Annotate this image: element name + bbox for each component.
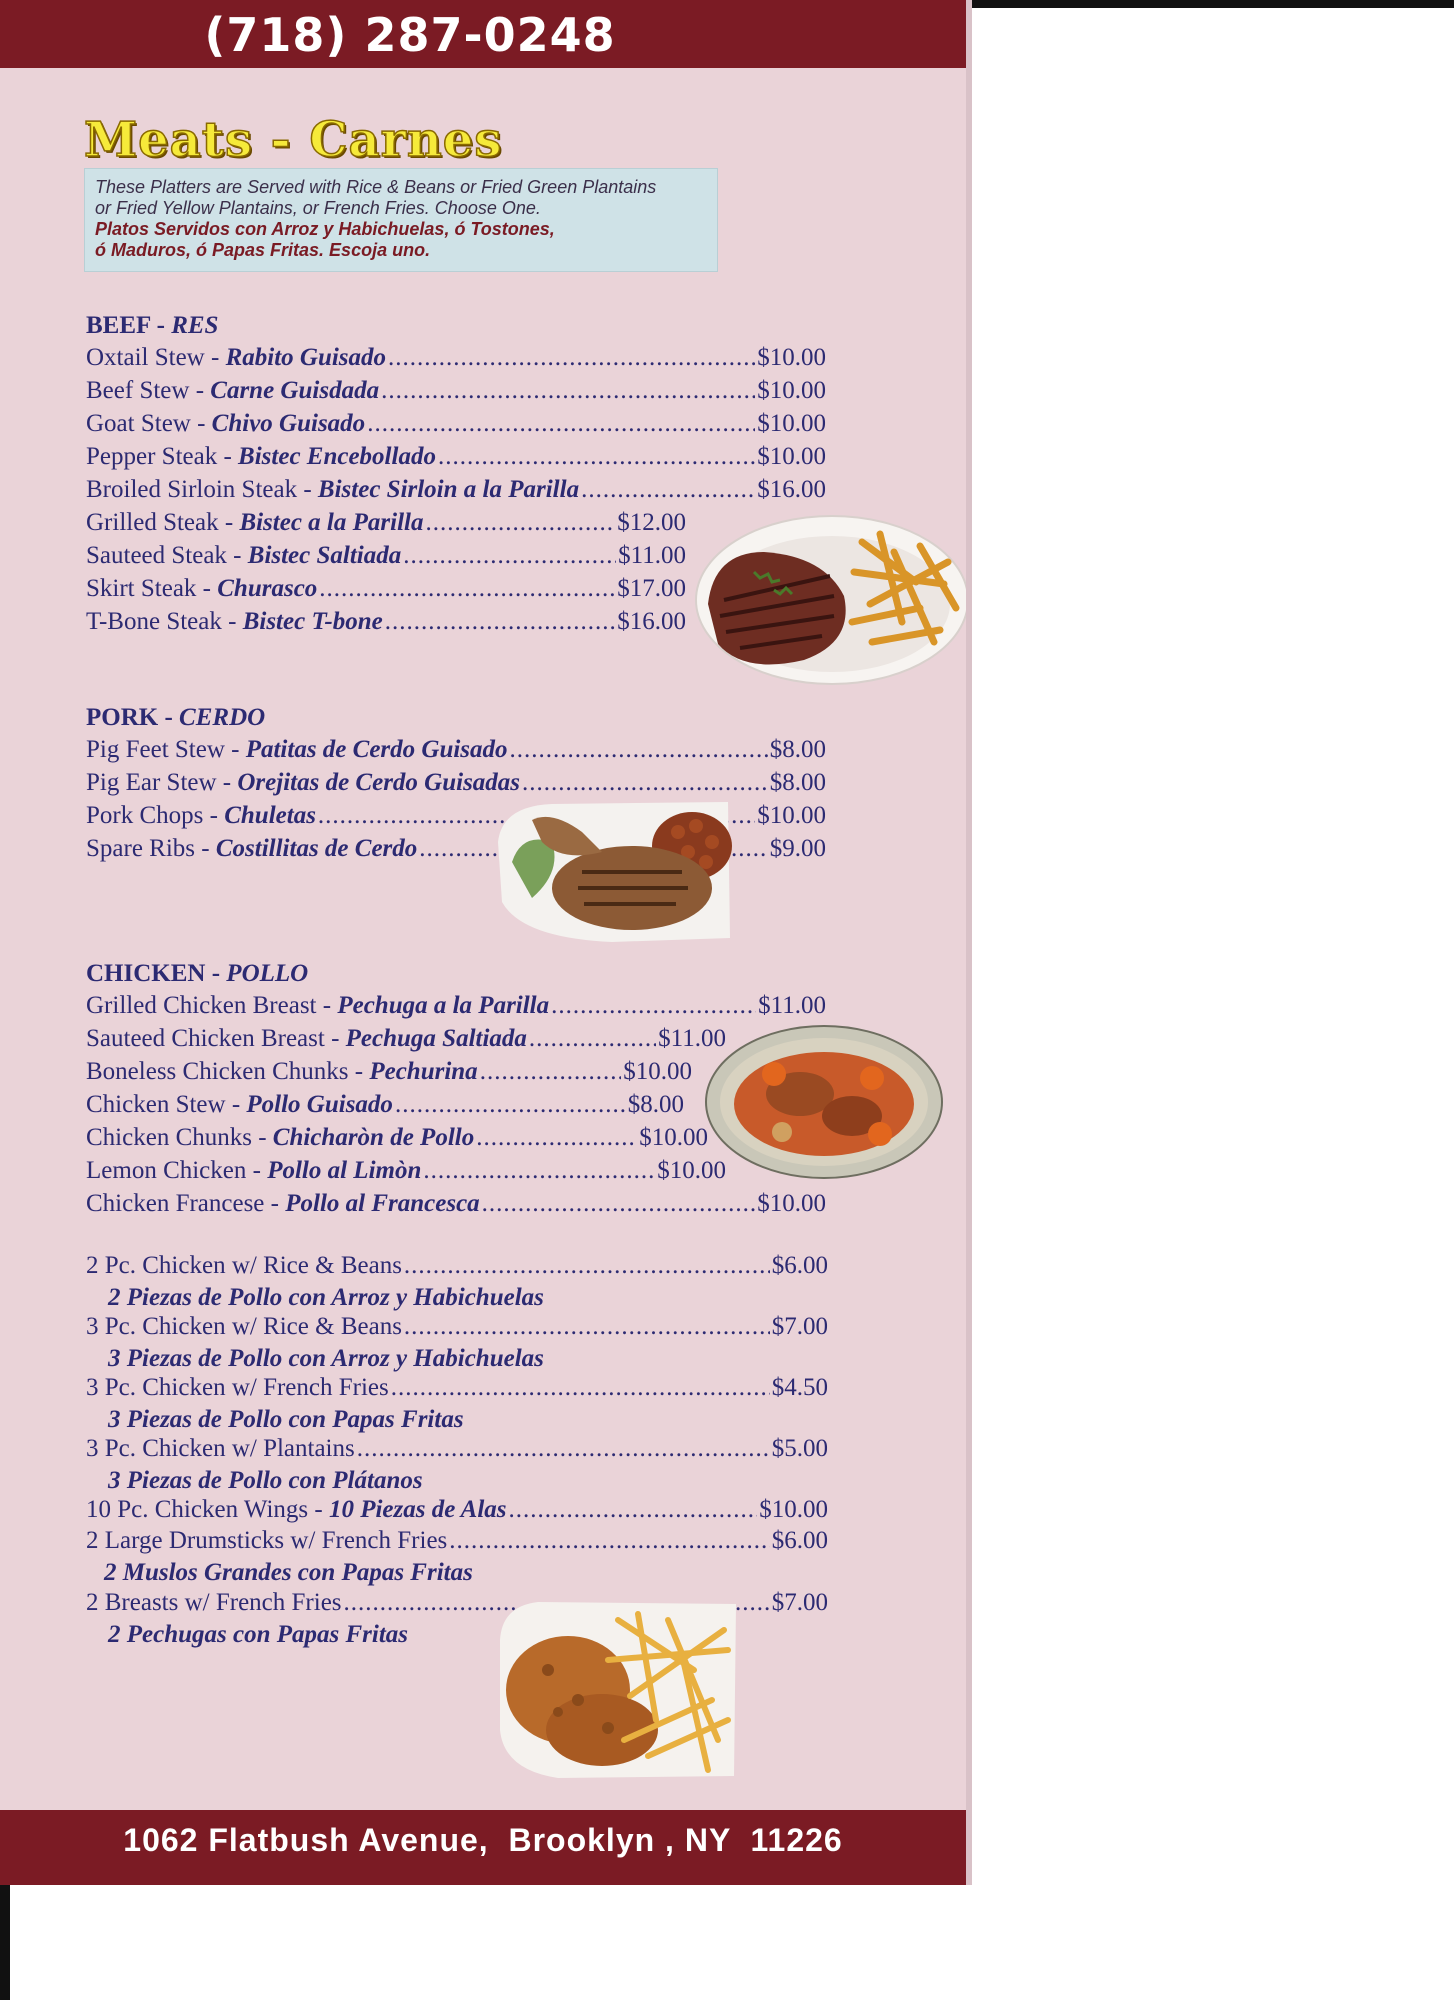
item-name-es: Carne Guisdada	[210, 377, 380, 404]
pork-chops-photo	[492, 802, 736, 942]
item-price: $10.00	[757, 377, 826, 404]
menu-item	[86, 769, 826, 801]
menu-item	[86, 410, 826, 442]
item-name-es: Costillitas de Cerdo	[215, 835, 418, 862]
item-name-es: Bistec Encebollado	[238, 443, 436, 470]
item-name-es: Chicharòn de Pollo	[272, 1124, 475, 1151]
item-name-en: T-Bone Steak -	[86, 608, 243, 635]
item-name-en: Sauteed Steak -	[86, 542, 248, 569]
fried-chicken-photo	[498, 1600, 738, 1780]
menu-item	[86, 575, 686, 607]
item-name-en: 2 Breasts w/ French Fries	[86, 1589, 342, 1616]
item-name-es: Bistec T-bone	[242, 608, 383, 635]
note-en-line-2: or Fried Yellow Plantains, or French Fries. Choose One.	[95, 198, 541, 218]
item-name-en: Grilled Steak -	[86, 509, 240, 536]
item-name-en: Pig Feet Stew -	[86, 736, 246, 763]
item-name-en: 3 Pc. Chicken w/ Rice & Beans	[86, 1313, 402, 1340]
item-price: $11.00	[618, 542, 686, 569]
category-pork: PORK - CERDO	[86, 704, 266, 731]
item-name-en: Boneless Chicken Chunks -	[86, 1058, 370, 1085]
note-en-line-1: These Platters are Served with Rice & Beans or Fried Green Plantains	[95, 177, 657, 197]
item-name-en: Broiled Sirloin Steak -	[86, 476, 318, 503]
item-subtitle-es: 2 Muslos Grandes con Papas Fritas	[104, 1559, 473, 1586]
category-pork-en: PORK	[86, 704, 159, 731]
menu-item	[86, 992, 826, 1024]
item-name-en: 3 Pc. Chicken w/ Plantains	[86, 1435, 355, 1462]
item-subtitle-es: 3 Piezas de Pollo con Plátanos	[108, 1467, 423, 1494]
item-name-es: Churasco	[217, 575, 318, 602]
chicken-stew-photo	[704, 1024, 944, 1180]
item-name-es: Orejitas de Cerdo Guisadas	[237, 769, 521, 796]
menu-item	[86, 476, 826, 508]
section-title: Meats - Carnes	[84, 112, 503, 168]
item-price: $5.00	[771, 1435, 828, 1462]
menu-item	[86, 1025, 726, 1057]
item-name-en: Pepper Steak -	[86, 443, 239, 470]
item-name-en: 3 Pc. Chicken w/ French Fries	[86, 1374, 389, 1401]
item-name-es: Pollo al Francesca	[285, 1190, 480, 1217]
item-price: $10.00	[757, 344, 826, 371]
item-name-es: Bistec Saltiada	[247, 542, 402, 569]
item-name-en: Oxtail Stew -	[86, 344, 226, 371]
item-name-es: Chivo Guisado	[211, 410, 366, 437]
category-chicken: CHICKEN - POLLO	[86, 960, 309, 987]
item-name-en: Skirt Steak -	[86, 575, 218, 602]
item-name-en: 10 Pc. Chicken Wings -	[86, 1496, 329, 1523]
item-price: $8.00	[627, 1091, 684, 1118]
item-name-en: Lemon Chicken -	[86, 1157, 268, 1184]
menu-item	[86, 1124, 708, 1156]
item-subtitle-es: 2 Pechugas con Papas Fritas	[108, 1621, 409, 1648]
item-name-en: Pig Ear Stew -	[86, 769, 238, 796]
menu-item	[86, 1527, 828, 1559]
item-name-es: Bistec Sirloin a la Parilla	[317, 476, 580, 503]
category-beef-en: BEEF	[86, 312, 151, 339]
item-subtitle-es: 3 Piezas de Pollo con Papas Fritas	[108, 1406, 464, 1433]
item-name-en: Chicken Francese -	[86, 1190, 286, 1217]
menu-item	[86, 608, 686, 640]
note-es-line-2: ó Maduros, ó Papas Fritas. Escoja uno.	[95, 240, 431, 260]
item-name-en: Beef Stew -	[86, 377, 211, 404]
address: 1062 Flatbush Avenue, Brooklyn , NY 11226	[123, 1822, 843, 1858]
menu-item	[86, 1374, 828, 1406]
category-pork-es: CERDO	[179, 704, 266, 731]
item-name-es: Rabito Guisado	[225, 344, 387, 371]
item-name-es: Pechuga Saltiada	[345, 1025, 527, 1052]
item-name-es: Chuletas	[224, 802, 316, 829]
menu-item	[86, 1058, 692, 1090]
item-price: $6.00	[771, 1527, 828, 1554]
item-price: $12.00	[617, 509, 686, 536]
item-name-es: Pechuga a la Parilla	[337, 992, 550, 1019]
menu-item	[86, 1252, 828, 1284]
item-price: $8.00	[769, 736, 826, 763]
item-price: $10.00	[757, 443, 826, 470]
item-price: $16.00	[757, 476, 826, 503]
item-price: $10.00	[657, 1157, 726, 1184]
item-price: $11.00	[758, 992, 826, 1019]
item-price: $10.00	[757, 1190, 826, 1217]
item-name-en: Sauteed Chicken Breast -	[86, 1025, 346, 1052]
category-chicken-es: POLLO	[226, 960, 309, 987]
item-subtitle-es: 3 Piezas de Pollo con Arroz y Habichuelas	[108, 1345, 544, 1372]
item-name-en: 2 Large Drumsticks w/ French Fries	[86, 1527, 448, 1554]
item-price: $17.00	[617, 575, 686, 602]
steak-fries-photo	[694, 512, 970, 688]
category-chicken-en: CHICKEN	[86, 960, 206, 987]
menu-item	[86, 542, 686, 574]
item-price: $4.50	[771, 1374, 828, 1401]
note-es-line-1: Platos Servidos con Arroz y Habichuelas, ó Tostones,	[95, 219, 555, 239]
menu-item	[86, 736, 826, 768]
item-name-en: 2 Pc. Chicken w/ Rice & Beans	[86, 1252, 402, 1279]
item-name-en: Goat Stew -	[86, 410, 212, 437]
item-price: $10.00	[757, 410, 826, 437]
item-price: $7.00	[771, 1589, 828, 1616]
item-name-en: Pork Chops -	[86, 802, 225, 829]
item-price: $10.00	[623, 1058, 692, 1085]
item-subtitle-es: 2 Piezas de Pollo con Arroz y Habichuelas	[108, 1284, 544, 1311]
category-beef-es: RES	[171, 312, 219, 339]
phone-number: (718) 287-0248	[204, 8, 616, 62]
item-price: $10.00	[639, 1124, 708, 1151]
item-name-es: Pechurina	[369, 1058, 478, 1085]
item-price: $9.00	[769, 835, 826, 862]
item-price: $6.00	[771, 1252, 828, 1279]
item-name-es: 10 Piezas de Alas	[328, 1496, 507, 1523]
item-name-es: Pollo al Limòn	[267, 1157, 422, 1184]
item-price: $7.00	[771, 1313, 828, 1340]
item-name-en: Spare Ribs -	[86, 835, 216, 862]
menu-item	[86, 1157, 726, 1189]
category-beef: BEEF - RES	[86, 312, 219, 339]
item-price: $10.00	[757, 802, 826, 829]
menu-item	[86, 1435, 828, 1467]
item-name-es: Bistec a la Parilla	[239, 509, 424, 536]
menu-item	[86, 344, 826, 376]
menu-item	[86, 1496, 828, 1528]
item-name-en: Chicken Stew -	[86, 1091, 247, 1118]
item-price: $11.00	[658, 1025, 726, 1052]
menu-item	[86, 509, 686, 541]
item-name-es: Patitas de Cerdo Guisado	[245, 736, 508, 763]
item-price: $8.00	[769, 769, 826, 796]
item-name-en: Grilled Chicken Breast -	[86, 992, 338, 1019]
scan-edge-left	[0, 1880, 10, 2000]
menu-item	[86, 1313, 828, 1345]
menu-item	[86, 443, 826, 475]
item-price: $16.00	[617, 608, 686, 635]
platter-note	[84, 168, 718, 272]
menu-item	[86, 377, 826, 409]
item-price: $10.00	[759, 1496, 828, 1523]
menu-item	[86, 1190, 826, 1222]
item-name-es: Pollo Guisado	[246, 1091, 393, 1118]
item-name-en: Chicken Chunks -	[86, 1124, 273, 1151]
menu-item	[86, 1091, 684, 1123]
